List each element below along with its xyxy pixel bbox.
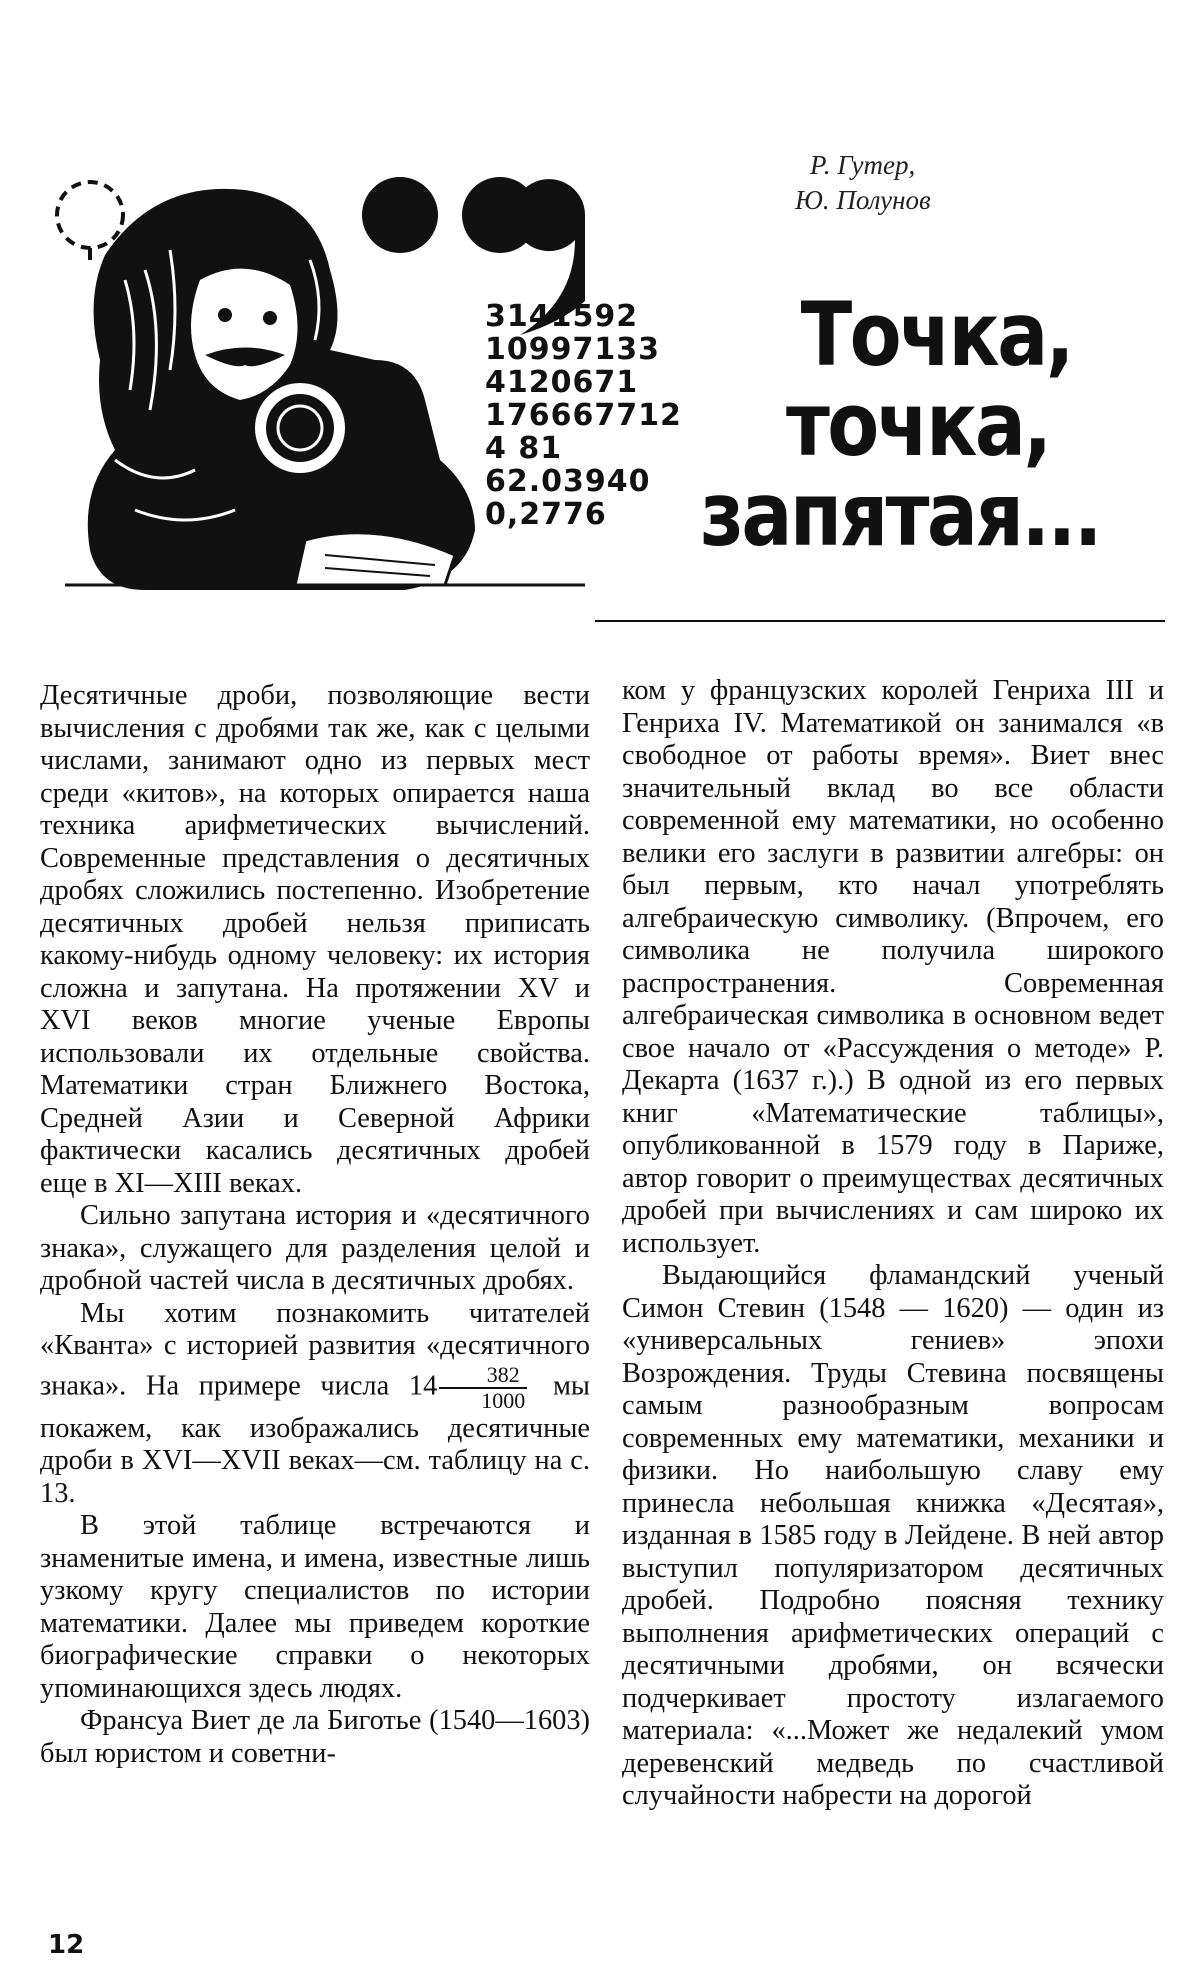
page-number: 12: [48, 1930, 85, 1960]
paragraph: Франсуа Виет де ла Биготье (1540—1603) был юристом и советни-: [40, 1705, 590, 1769]
title-rule: [595, 620, 1165, 622]
number-line: 0,2776: [485, 497, 607, 532]
title-line-3: запятая...: [700, 463, 1100, 566]
paragraph-text: мы покажем, как изображались десятичные дроби в XVI—XVII веках—см. таблицу на с. 13.: [40, 1370, 590, 1509]
paragraph-text: Мы хотим познакомить читателей «Кванта» с историей развития «десятичного знака». На примере числа: [40, 1297, 590, 1402]
fraction-denominator: 1000: [481, 1387, 526, 1413]
title-line-2: точка,: [786, 373, 1050, 476]
author-polunov: Ю. Полунов: [795, 185, 931, 215]
paragraph: Сильно запутана история и «десятичного знака», служащего для разделения целой и дробной частей числа в десятичных дробях.: [40, 1200, 590, 1296]
mixed-number-whole: 14: [408, 1370, 438, 1402]
number-line: 4120671: [485, 365, 639, 400]
paragraph-with-fraction: [40, 1298, 590, 1511]
paragraph: Десятичные дроби, позволяющие вести вычисления с дробями так же, как с целыми числами, занимают одно из первых мест среди «китов», на которых опирается наша техника арифметических вычислений. Современные представления о десятичных дробях сложились постепенно. Изобретение десятичных дробей нельзя приписать какому-нибудь одному человеку: их история сложна и запутана. На протяжении XV и XVI веков многие ученые Европы использовали их отдельные свойства. Математики стран Ближнего Востока, Средней Азии и Северной Африки фактически касались десятичных дробей еще в XI—XIII веках.: [40, 680, 590, 1199]
fraction: [439, 1363, 527, 1413]
paragraph: Выдающийся фламандский ученый Симон Стевин (1548 — 1620) — один из «универсальных гениев» эпохи Возрождения. Труды Стевина посвящены самым разнообразным вопросам современных ему математики, механики и физики. Но наибольшую славу ему принесла небольшая книжка «Десятая», изданная в 1585 году в Лейдене. В ней автор выступил популяризатором десятичных дробей. Подробно поясняя технику выполнения арифметических операций с десятичными дробями, он всячески подчеркивает простоту излагаемого материала: «...Может же недалекий умом деревенский медведь по счастливой случайности набрести на дорогой: [622, 1260, 1164, 1811]
right-column: [622, 675, 1164, 1813]
number-line: 3141592: [485, 299, 639, 334]
fraction-numerator: 382: [439, 1363, 527, 1389]
left-column: [40, 680, 590, 1770]
number-line: 4 81: [485, 431, 563, 466]
number-line: 62.03940: [485, 464, 651, 499]
number-line: 10997133: [485, 332, 660, 367]
title-line-1: Точка,: [800, 283, 1072, 386]
paragraph: В этой таблице встречаются и знаменитые имена, и имена, известные лишь узкому кругу специалистов по истории математики. Далее мы приведем короткие биографические справки о некоторых упоминающихся здесь людях.: [40, 1510, 590, 1704]
dot-mark-1: [362, 177, 438, 253]
number-line: 176667712: [485, 398, 682, 433]
dashed-circle-icon: [57, 182, 123, 248]
authors: [795, 148, 1055, 218]
paragraph: ком у французских королей Генриха III и Генриха IV. Математикой он занимался «в свободное от работы время». Виет внес значительный вклад во все области современной ему математики, но особенно велики его заслуги в развитии алгебры: он был первым, кто начал употреблять алгебраическую символику. (Впрочем, его символика не получила широкого распространения. Современная алгебраическая символика в основном ведет свое начало от «Рассуждения о методе» Р. Декарта (1637 г.).) В одной из его первых книг «Математические таблицы», опубликованной в 1579 году в Париже, автор говорит о преимуществах десятичных дробей при вычислениях и сам широко их использует.: [622, 675, 1164, 1259]
author-guter: Р. Гутер,: [810, 150, 916, 180]
number-column: [485, 300, 682, 531]
article-title: [700, 283, 1113, 566]
